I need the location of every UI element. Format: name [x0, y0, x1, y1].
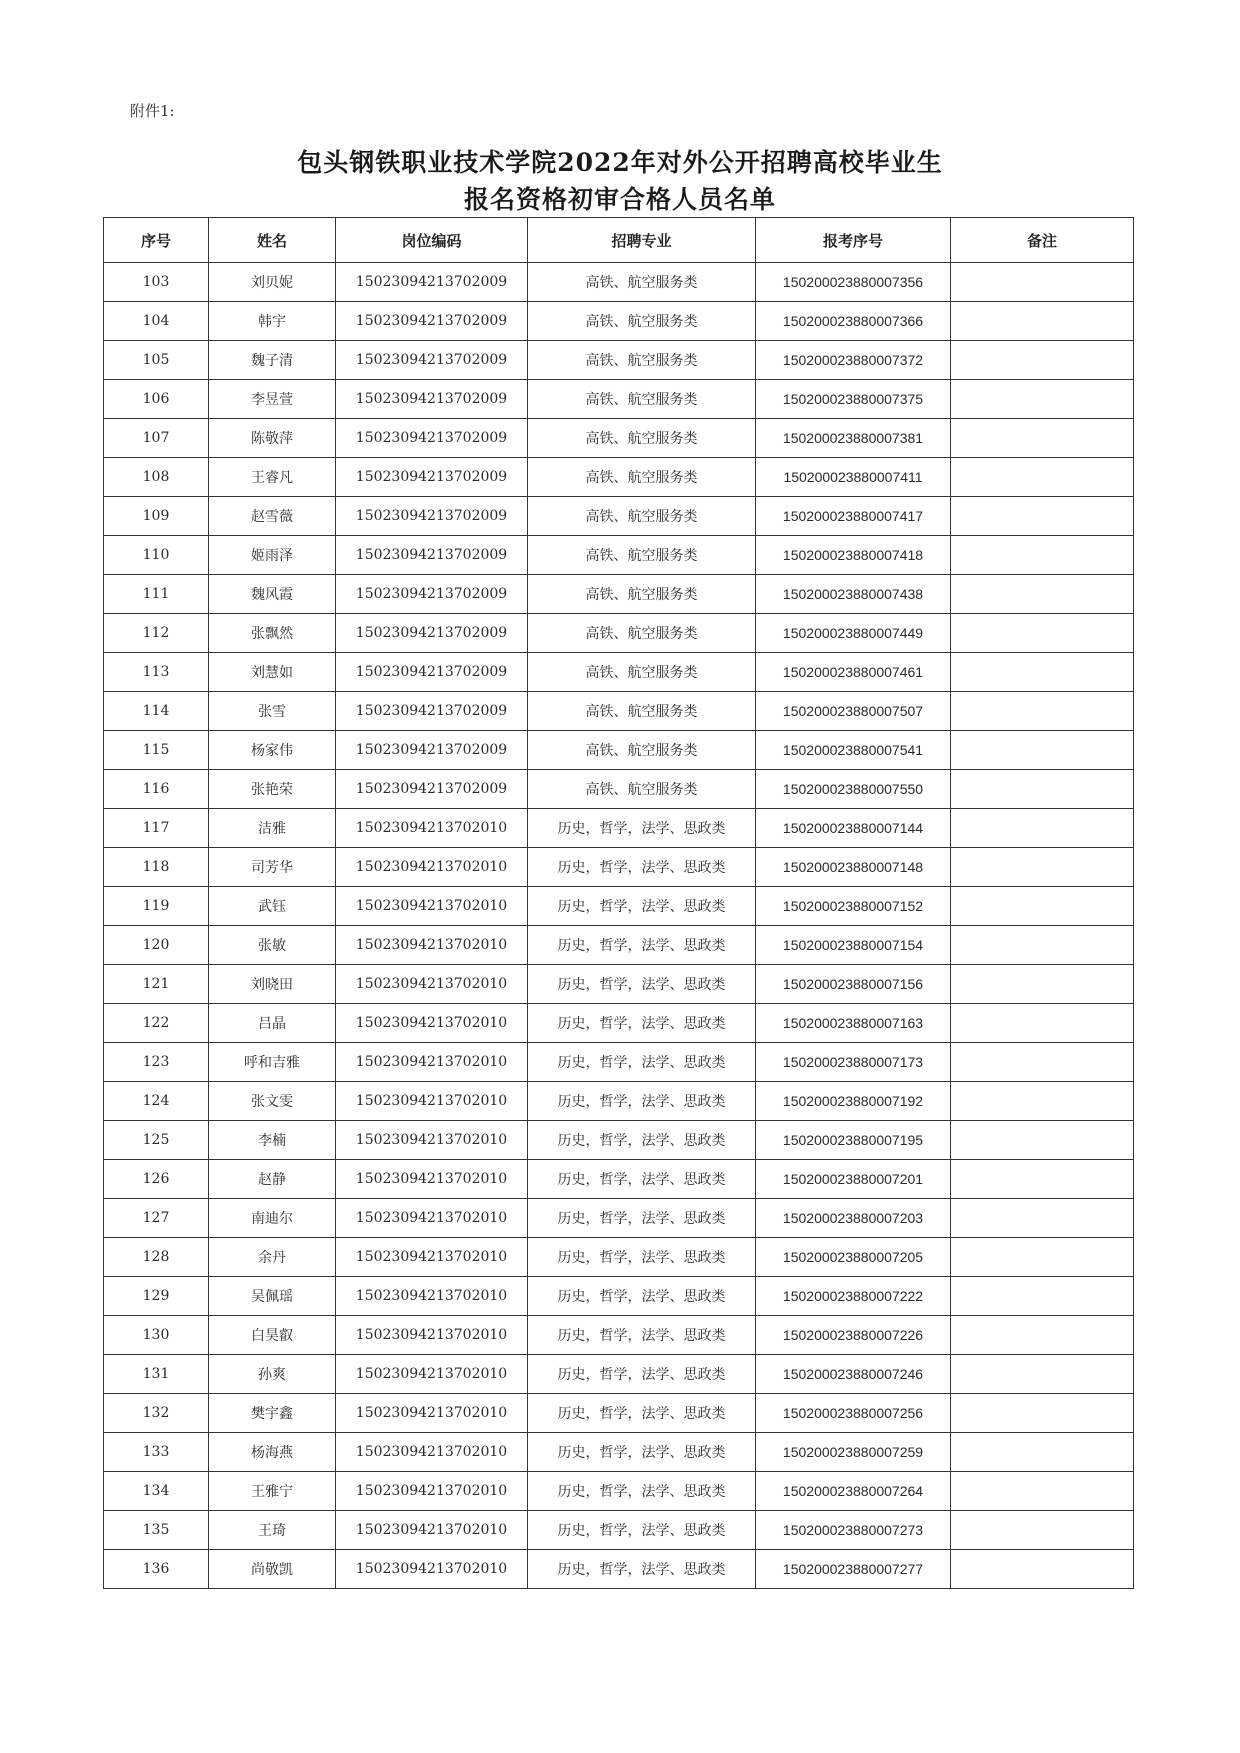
- cell-name: 赵雪薇: [209, 497, 336, 536]
- cell-seq: 131: [104, 1355, 209, 1394]
- cell-position-code: 15023094213702010: [336, 1082, 528, 1121]
- cell-seq: 106: [104, 380, 209, 419]
- cell-position-code: 15023094213702009: [336, 653, 528, 692]
- cell-seq: 134: [104, 1472, 209, 1511]
- cell-seq: 122: [104, 1004, 209, 1043]
- cell-application-no: 150200023880007264: [756, 1472, 951, 1511]
- cell-position-code: 15023094213702010: [336, 1277, 528, 1316]
- cell-name: 白昊叡: [209, 1316, 336, 1355]
- cell-application-no: 150200023880007411: [756, 458, 951, 497]
- cell-major: 历史，哲学，法学、思政类: [528, 1394, 756, 1433]
- cell-remarks: [951, 497, 1134, 536]
- cell-remarks: [951, 1394, 1134, 1433]
- cell-seq: 112: [104, 614, 209, 653]
- cell-name: 韩宇: [209, 302, 336, 341]
- cell-position-code: 15023094213702010: [336, 1043, 528, 1082]
- table-row: [104, 1238, 1134, 1277]
- cell-application-no: 150200023880007273: [756, 1511, 951, 1550]
- table-row: [104, 848, 1134, 887]
- cell-name: 张艳荣: [209, 770, 336, 809]
- cell-name: 张文雯: [209, 1082, 336, 1121]
- cell-remarks: [951, 575, 1134, 614]
- cell-application-no: 150200023880007541: [756, 731, 951, 770]
- table-row: [104, 419, 1134, 458]
- cell-application-no: 150200023880007461: [756, 653, 951, 692]
- cell-remarks: [951, 731, 1134, 770]
- cell-seq: 132: [104, 1394, 209, 1433]
- cell-application-no: 150200023880007154: [756, 926, 951, 965]
- cell-application-no: 150200023880007259: [756, 1433, 951, 1472]
- table-row: [104, 1550, 1134, 1589]
- cell-application-no: 150200023880007205: [756, 1238, 951, 1277]
- table-row: [104, 497, 1134, 536]
- cell-seq: 120: [104, 926, 209, 965]
- cell-name: 孙爽: [209, 1355, 336, 1394]
- cell-position-code: 15023094213702010: [336, 1160, 528, 1199]
- header-row: [104, 218, 1134, 263]
- cell-position-code: 15023094213702009: [336, 731, 528, 770]
- cell-remarks: [951, 1082, 1134, 1121]
- cell-remarks: [951, 692, 1134, 731]
- table-row: [104, 1043, 1134, 1082]
- cell-name: 刘贝妮: [209, 263, 336, 302]
- table-row: [104, 1511, 1134, 1550]
- cell-remarks: [951, 380, 1134, 419]
- cell-position-code: 15023094213702010: [336, 1433, 528, 1472]
- cell-seq: 128: [104, 1238, 209, 1277]
- cell-seq: 111: [104, 575, 209, 614]
- table-row: [104, 809, 1134, 848]
- cell-major: 高铁、航空服务类: [528, 731, 756, 770]
- cell-major: 历史，哲学，法学、思政类: [528, 1121, 756, 1160]
- cell-name: 吕晶: [209, 1004, 336, 1043]
- cell-name: 张敏: [209, 926, 336, 965]
- cell-remarks: [951, 341, 1134, 380]
- table-row: [104, 1316, 1134, 1355]
- cell-position-code: 15023094213702010: [336, 1004, 528, 1043]
- cell-remarks: [951, 1355, 1134, 1394]
- cell-position-code: 15023094213702009: [336, 614, 528, 653]
- cell-application-no: 150200023880007201: [756, 1160, 951, 1199]
- cell-seq: 107: [104, 419, 209, 458]
- cell-name: 洁雅: [209, 809, 336, 848]
- cell-remarks: [951, 1238, 1134, 1277]
- cell-name: 余丹: [209, 1238, 336, 1277]
- cell-seq: 105: [104, 341, 209, 380]
- cell-remarks: [951, 458, 1134, 497]
- cell-remarks: [951, 614, 1134, 653]
- cell-application-no: 150200023880007226: [756, 1316, 951, 1355]
- cell-seq: 114: [104, 692, 209, 731]
- cell-application-no: 150200023880007438: [756, 575, 951, 614]
- cell-major: 高铁、航空服务类: [528, 536, 756, 575]
- cell-application-no: 150200023880007366: [756, 302, 951, 341]
- cell-position-code: 15023094213702010: [336, 926, 528, 965]
- cell-application-no: 150200023880007417: [756, 497, 951, 536]
- cell-major: 历史，哲学，法学、思政类: [528, 1004, 756, 1043]
- cell-position-code: 15023094213702009: [336, 458, 528, 497]
- cell-seq: 109: [104, 497, 209, 536]
- cell-major: 历史，哲学，法学、思政类: [528, 1472, 756, 1511]
- cell-seq: 115: [104, 731, 209, 770]
- table-row: [104, 731, 1134, 770]
- cell-major: 高铁、航空服务类: [528, 614, 756, 653]
- cell-position-code: 15023094213702009: [336, 419, 528, 458]
- cell-major: 高铁、航空服务类: [528, 458, 756, 497]
- table-row: [104, 1160, 1134, 1199]
- cell-application-no: 150200023880007449: [756, 614, 951, 653]
- cell-position-code: 15023094213702009: [336, 341, 528, 380]
- cell-application-no: 150200023880007550: [756, 770, 951, 809]
- cell-name: 张飘然: [209, 614, 336, 653]
- header-position-code: 岗位编码: [336, 218, 528, 263]
- cell-major: 高铁、航空服务类: [528, 263, 756, 302]
- cell-major: 历史，哲学，法学、思政类: [528, 1277, 756, 1316]
- cell-major: 历史，哲学，法学、思政类: [528, 1160, 756, 1199]
- cell-seq: 129: [104, 1277, 209, 1316]
- cell-major: 高铁、航空服务类: [528, 302, 756, 341]
- cell-remarks: [951, 965, 1134, 1004]
- cell-seq: 110: [104, 536, 209, 575]
- table-row: [104, 770, 1134, 809]
- cell-application-no: 150200023880007195: [756, 1121, 951, 1160]
- cell-remarks: [951, 1433, 1134, 1472]
- cell-application-no: 150200023880007356: [756, 263, 951, 302]
- cell-application-no: 150200023880007375: [756, 380, 951, 419]
- cell-seq: 127: [104, 1199, 209, 1238]
- cell-seq: 104: [104, 302, 209, 341]
- cell-name: 司芳华: [209, 848, 336, 887]
- cell-position-code: 15023094213702009: [336, 575, 528, 614]
- table-row: [104, 1199, 1134, 1238]
- header-remarks: 备注: [951, 218, 1134, 263]
- cell-major: 历史，哲学，法学、思政类: [528, 1238, 756, 1277]
- cell-name: 魏子清: [209, 341, 336, 380]
- cell-application-no: 150200023880007507: [756, 692, 951, 731]
- cell-position-code: 15023094213702010: [336, 1199, 528, 1238]
- cell-major: 高铁、航空服务类: [528, 380, 756, 419]
- table-row: [104, 653, 1134, 692]
- cell-seq: 133: [104, 1433, 209, 1472]
- cell-application-no: 150200023880007192: [756, 1082, 951, 1121]
- table-row: [104, 575, 1134, 614]
- cell-name: 尚敬凯: [209, 1550, 336, 1589]
- cell-seq: 113: [104, 653, 209, 692]
- cell-position-code: 15023094213702010: [336, 848, 528, 887]
- cell-major: 历史，哲学，法学、思政类: [528, 1550, 756, 1589]
- cell-application-no: 150200023880007418: [756, 536, 951, 575]
- cell-remarks: [951, 770, 1134, 809]
- cell-name: 姬雨泽: [209, 536, 336, 575]
- cell-remarks: [951, 887, 1134, 926]
- cell-position-code: 15023094213702010: [336, 1355, 528, 1394]
- cell-remarks: [951, 1277, 1134, 1316]
- cell-application-no: 150200023880007152: [756, 887, 951, 926]
- cell-position-code: 15023094213702010: [336, 1316, 528, 1355]
- cell-major: 高铁、航空服务类: [528, 575, 756, 614]
- cell-major: 高铁、航空服务类: [528, 419, 756, 458]
- cell-name: 张雪: [209, 692, 336, 731]
- table-row: [104, 1277, 1134, 1316]
- table-row: [104, 1472, 1134, 1511]
- cell-seq: 119: [104, 887, 209, 926]
- cell-seq: 126: [104, 1160, 209, 1199]
- cell-name: 魏风霞: [209, 575, 336, 614]
- cell-name: 南迪尔: [209, 1199, 336, 1238]
- cell-position-code: 15023094213702010: [336, 965, 528, 1004]
- cell-seq: 118: [104, 848, 209, 887]
- cell-seq: 116: [104, 770, 209, 809]
- table-row: [104, 887, 1134, 926]
- cell-position-code: 15023094213702009: [336, 536, 528, 575]
- table-row: [104, 614, 1134, 653]
- cell-position-code: 15023094213702010: [336, 1511, 528, 1550]
- cell-remarks: [951, 263, 1134, 302]
- cell-major: 高铁、航空服务类: [528, 497, 756, 536]
- table-row: [104, 380, 1134, 419]
- cell-position-code: 15023094213702009: [336, 302, 528, 341]
- cell-position-code: 15023094213702009: [336, 770, 528, 809]
- cell-name: 杨家伟: [209, 731, 336, 770]
- cell-major: 历史，哲学，法学、思政类: [528, 926, 756, 965]
- cell-seq: 117: [104, 809, 209, 848]
- table-row: [104, 1433, 1134, 1472]
- cell-application-no: 150200023880007156: [756, 965, 951, 1004]
- cell-position-code: 15023094213702010: [336, 1472, 528, 1511]
- cell-position-code: 15023094213702010: [336, 1121, 528, 1160]
- cell-remarks: [951, 1316, 1134, 1355]
- cell-remarks: [951, 848, 1134, 887]
- cell-remarks: [951, 302, 1134, 341]
- cell-remarks: [951, 809, 1134, 848]
- table-row: [104, 965, 1134, 1004]
- roster-table: [103, 217, 1134, 1589]
- cell-application-no: 150200023880007256: [756, 1394, 951, 1433]
- cell-application-no: 150200023880007144: [756, 809, 951, 848]
- cell-major: 历史，哲学，法学、思政类: [528, 1199, 756, 1238]
- cell-position-code: 15023094213702009: [336, 692, 528, 731]
- cell-major: 高铁、航空服务类: [528, 770, 756, 809]
- table-row: [104, 263, 1134, 302]
- cell-seq: 125: [104, 1121, 209, 1160]
- cell-remarks: [951, 1160, 1134, 1199]
- cell-name: 吴佩瑶: [209, 1277, 336, 1316]
- cell-name: 王雅宁: [209, 1472, 336, 1511]
- cell-remarks: [951, 1472, 1134, 1511]
- table-row: [104, 692, 1134, 731]
- cell-position-code: 15023094213702010: [336, 887, 528, 926]
- cell-major: 历史，哲学，法学、思政类: [528, 848, 756, 887]
- table-row: [104, 926, 1134, 965]
- cell-name: 刘晓田: [209, 965, 336, 1004]
- cell-application-no: 150200023880007203: [756, 1199, 951, 1238]
- cell-name: 樊宇鑫: [209, 1394, 336, 1433]
- cell-application-no: 150200023880007148: [756, 848, 951, 887]
- cell-position-code: 15023094213702009: [336, 263, 528, 302]
- table-row: [104, 1004, 1134, 1043]
- cell-seq: 108: [104, 458, 209, 497]
- header-application-no: 报考序号: [756, 218, 951, 263]
- cell-name: 李楠: [209, 1121, 336, 1160]
- cell-name: 刘慧如: [209, 653, 336, 692]
- cell-position-code: 15023094213702009: [336, 380, 528, 419]
- cell-seq: 103: [104, 263, 209, 302]
- header-seq: 序号: [104, 218, 209, 263]
- cell-seq: 130: [104, 1316, 209, 1355]
- document-title: 包头钢铁职业技术学院2022年对外公开招聘高校毕业生: [297, 148, 943, 177]
- cell-remarks: [951, 1199, 1134, 1238]
- document-subtitle: 报名资格初审合格人员名单: [463, 185, 776, 214]
- cell-major: 历史，哲学，法学、思政类: [528, 1043, 756, 1082]
- cell-name: 王琦: [209, 1511, 336, 1550]
- cell-remarks: [951, 1121, 1134, 1160]
- cell-remarks: [951, 926, 1134, 965]
- header-major: 招聘专业: [528, 218, 756, 263]
- cell-application-no: 150200023880007163: [756, 1004, 951, 1043]
- cell-position-code: 15023094213702010: [336, 1550, 528, 1589]
- cell-position-code: 15023094213702010: [336, 1238, 528, 1277]
- cell-name: 陈敬萍: [209, 419, 336, 458]
- table-row: [104, 341, 1134, 380]
- cell-remarks: [951, 419, 1134, 458]
- cell-major: 历史，哲学，法学、思政类: [528, 1316, 756, 1355]
- cell-application-no: 150200023880007381: [756, 419, 951, 458]
- cell-major: 高铁、航空服务类: [528, 341, 756, 380]
- cell-remarks: [951, 653, 1134, 692]
- cell-seq: 124: [104, 1082, 209, 1121]
- cell-application-no: 150200023880007173: [756, 1043, 951, 1082]
- cell-seq: 123: [104, 1043, 209, 1082]
- cell-seq: 135: [104, 1511, 209, 1550]
- cell-remarks: [951, 1043, 1134, 1082]
- cell-major: 历史，哲学，法学、思政类: [528, 809, 756, 848]
- cell-remarks: [951, 536, 1134, 575]
- cell-major: 历史，哲学，法学、思政类: [528, 965, 756, 1004]
- cell-name: 呼和吉雅: [209, 1043, 336, 1082]
- table-row: [104, 1394, 1134, 1433]
- cell-position-code: 15023094213702009: [336, 497, 528, 536]
- cell-seq: 136: [104, 1550, 209, 1589]
- cell-position-code: 15023094213702010: [336, 809, 528, 848]
- cell-remarks: [951, 1004, 1134, 1043]
- cell-seq: 121: [104, 965, 209, 1004]
- cell-major: 历史，哲学，法学、思政类: [528, 1433, 756, 1472]
- cell-major: 历史，哲学，法学、思政类: [528, 1355, 756, 1394]
- cell-name: 王睿凡: [209, 458, 336, 497]
- cell-remarks: [951, 1511, 1134, 1550]
- table-row: [104, 1121, 1134, 1160]
- table-row: [104, 458, 1134, 497]
- cell-application-no: 150200023880007222: [756, 1277, 951, 1316]
- cell-major: 历史，哲学，法学、思政类: [528, 1511, 756, 1550]
- table-row: [104, 1355, 1134, 1394]
- attachment-label: 附件1:: [130, 102, 175, 120]
- cell-major: 高铁、航空服务类: [528, 692, 756, 731]
- cell-name: 武钰: [209, 887, 336, 926]
- cell-name: 李昱萱: [209, 380, 336, 419]
- cell-application-no: 150200023880007246: [756, 1355, 951, 1394]
- cell-name: 赵静: [209, 1160, 336, 1199]
- table-row: [104, 536, 1134, 575]
- cell-position-code: 15023094213702010: [336, 1394, 528, 1433]
- cell-major: 高铁、航空服务类: [528, 653, 756, 692]
- cell-remarks: [951, 1550, 1134, 1589]
- header-name: 姓名: [209, 218, 336, 263]
- table-row: [104, 302, 1134, 341]
- table-row: [104, 1082, 1134, 1121]
- roster-body: [104, 263, 1134, 1589]
- cell-application-no: 150200023880007277: [756, 1550, 951, 1589]
- cell-application-no: 150200023880007372: [756, 341, 951, 380]
- cell-major: 历史，哲学，法学、思政类: [528, 1082, 756, 1121]
- cell-name: 杨海燕: [209, 1433, 336, 1472]
- cell-major: 历史，哲学，法学、思政类: [528, 887, 756, 926]
